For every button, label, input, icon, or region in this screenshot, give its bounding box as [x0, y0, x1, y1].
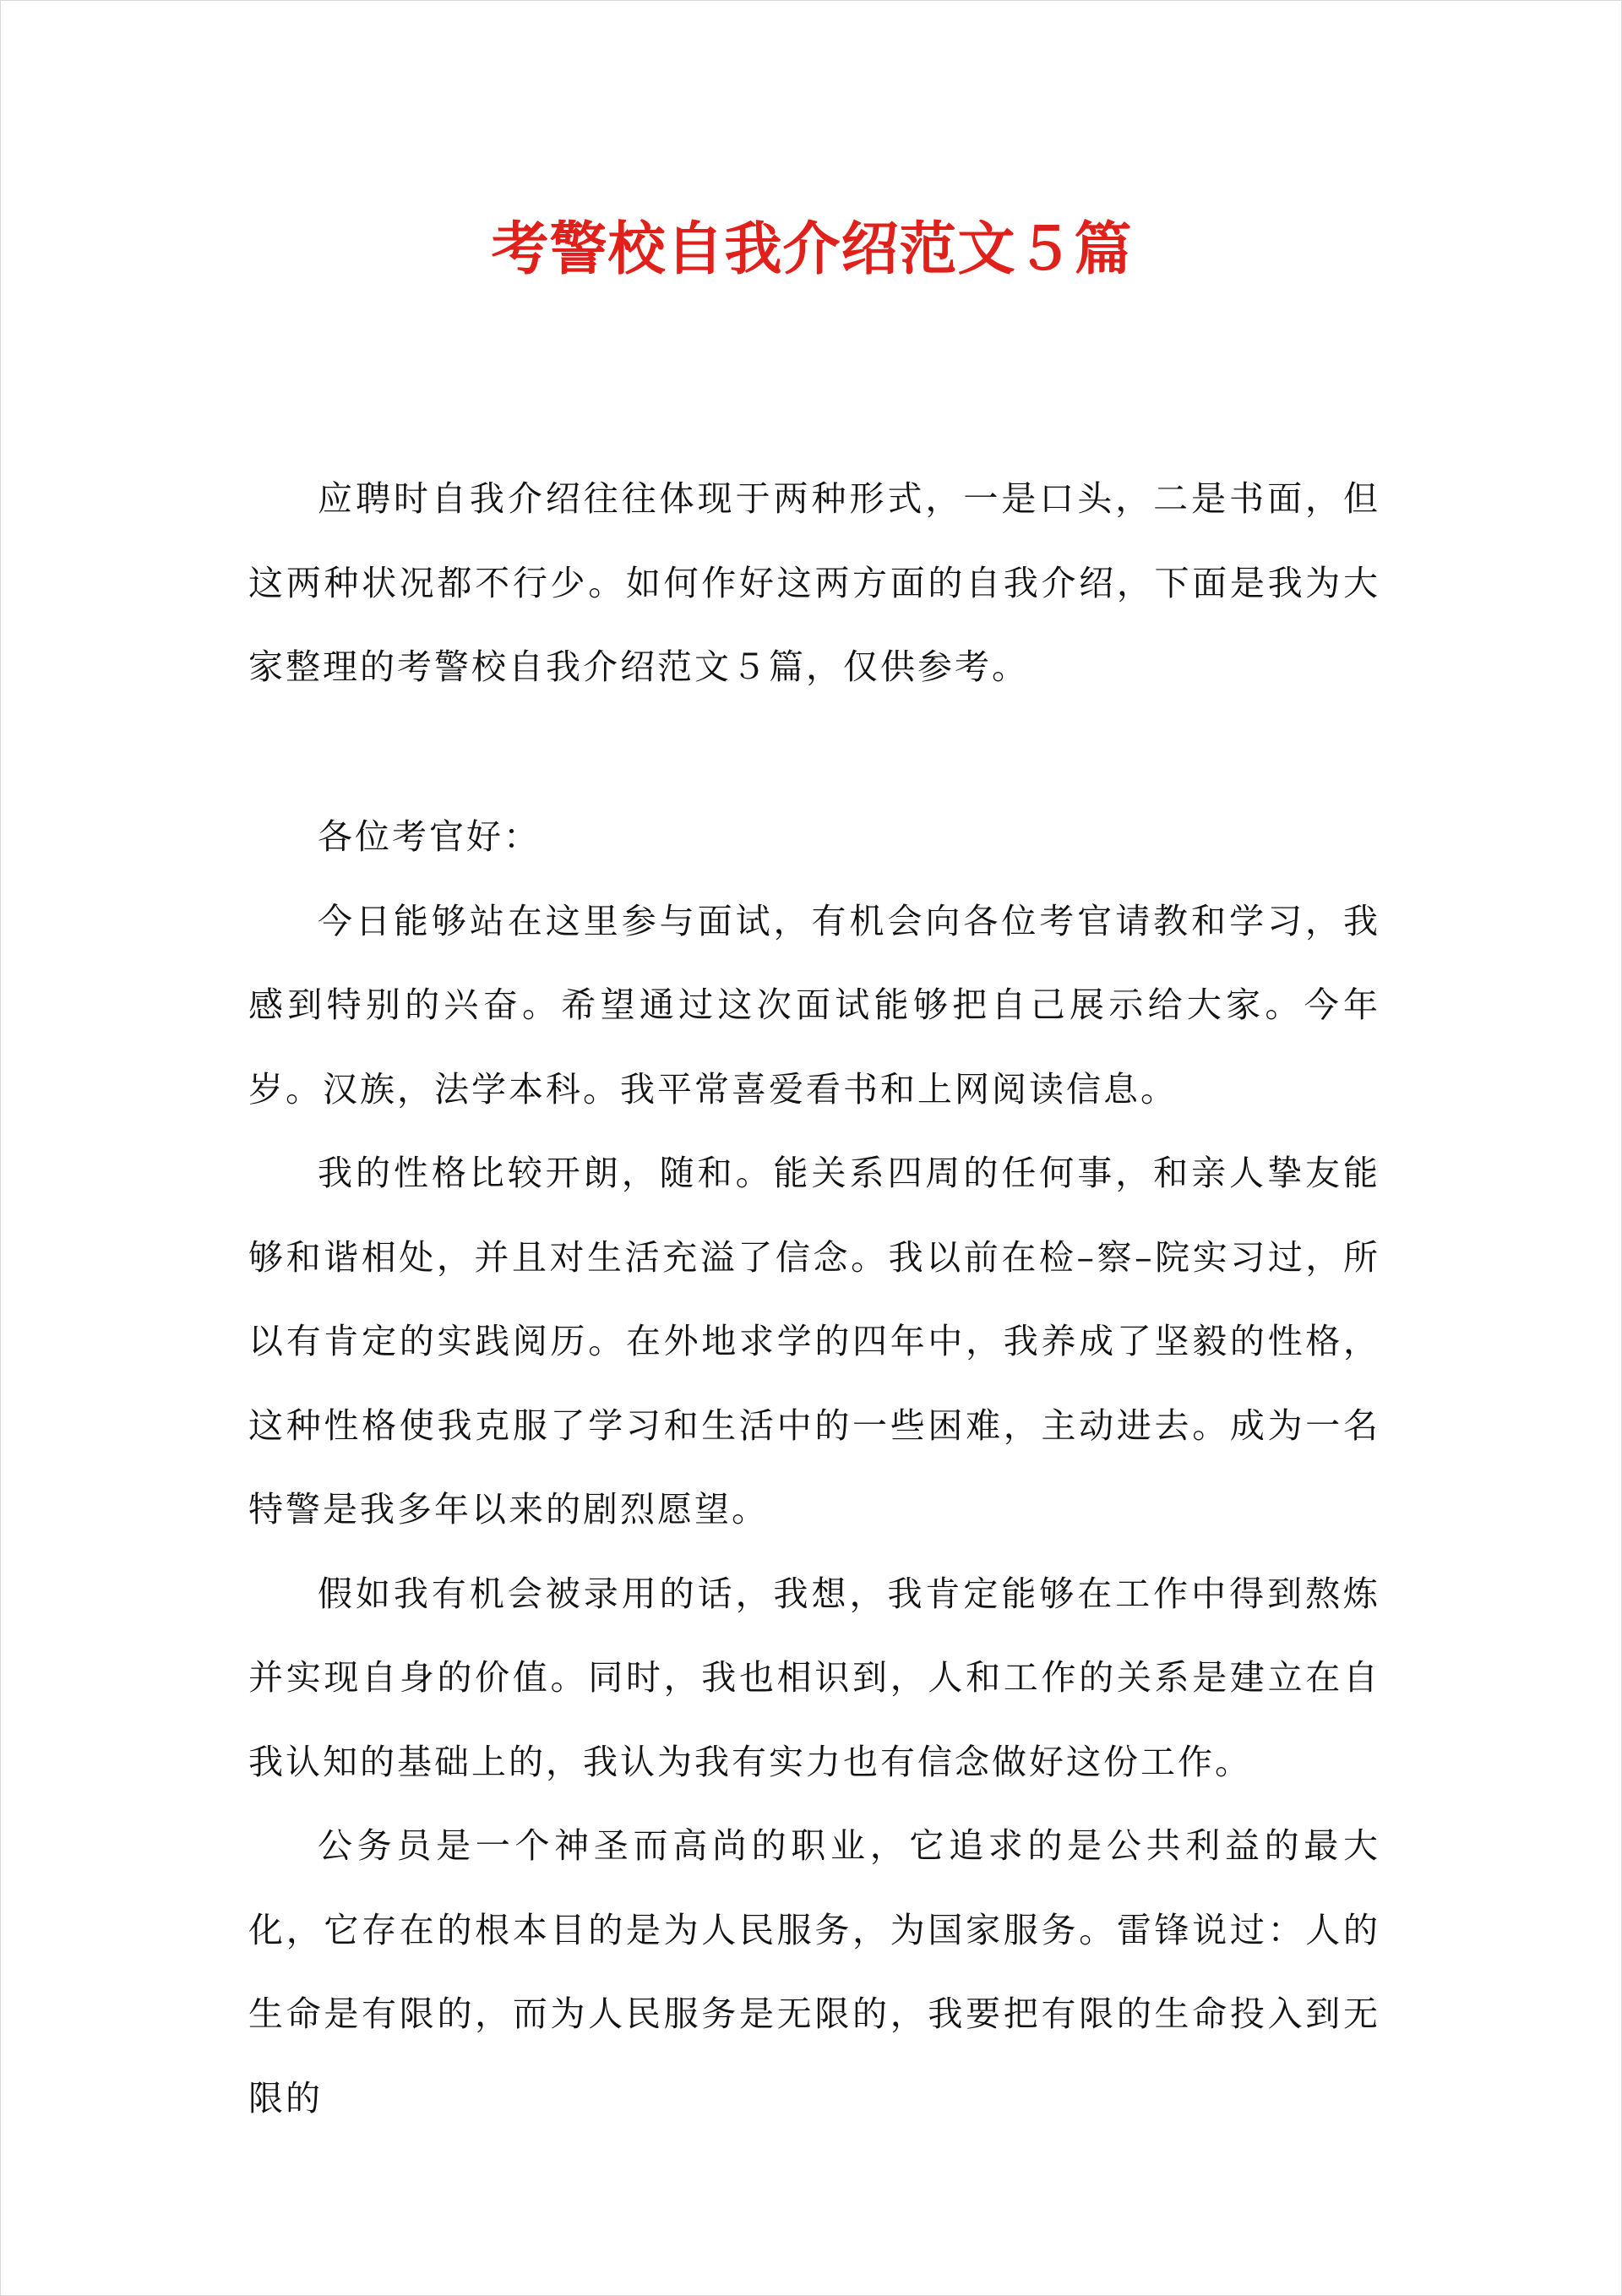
document-title: 考警校自我介绍范文５篇: [491, 216, 1133, 283]
intro-paragraph: 应聘时自我介绍往往体现于两种形式，一是口头，二是书面，但这两种状况都不行少。如何作好这两方面的自我介绍，下面是我为大家整理的考警校自我介绍范文５篇，仅供参考。: [248, 478, 1380, 687]
body-paragraph: 今日能够站在这里参与面试，有机会向各位考官请教和学习，我感到特别的兴奋。希望通过这次面试能够把自己展示给大家。今年岁。汉族，法学本科。我平常喜爱看书和上网阅读信息。: [248, 900, 1380, 1110]
body-paragraph: 公务员是一个神圣而高尚的职业，它追求的是公共利益的最大化，它存在的根本目的是为人民服务，为国家服务。雷锋说过：人的生命是有限的，而为人民服务是无限的，我要把有限的生命投入到无限的: [248, 1825, 1380, 2119]
intro-section: [248, 457, 1380, 710]
essay-body: [248, 795, 1380, 2141]
greeting-paragraph: 各位考官好：: [318, 816, 541, 857]
body-paragraph: 假如我有机会被录用的话，我想，我肯定能够在工作中得到熬炼并实现自身的价值。同时，我也相识到，人和工作的关系是建立在自我认知的基础上的，我认为我有实力也有信念做好这份工作。: [248, 1573, 1380, 1782]
body-paragraph: 我的性格比较开朗，随和。能关系四周的任何事，和亲人挚友能够和谐相处，并且对生活充溢了信念。我以前在检–察–院实习过，所以有肯定的实践阅历。在外地求学的四年中，我养成了坚毅的性格，这种性格使我克服了学习和生活中的一些困难，主动进去。成为一名特警是我多年以来的剧烈愿望。: [248, 1153, 1380, 1530]
